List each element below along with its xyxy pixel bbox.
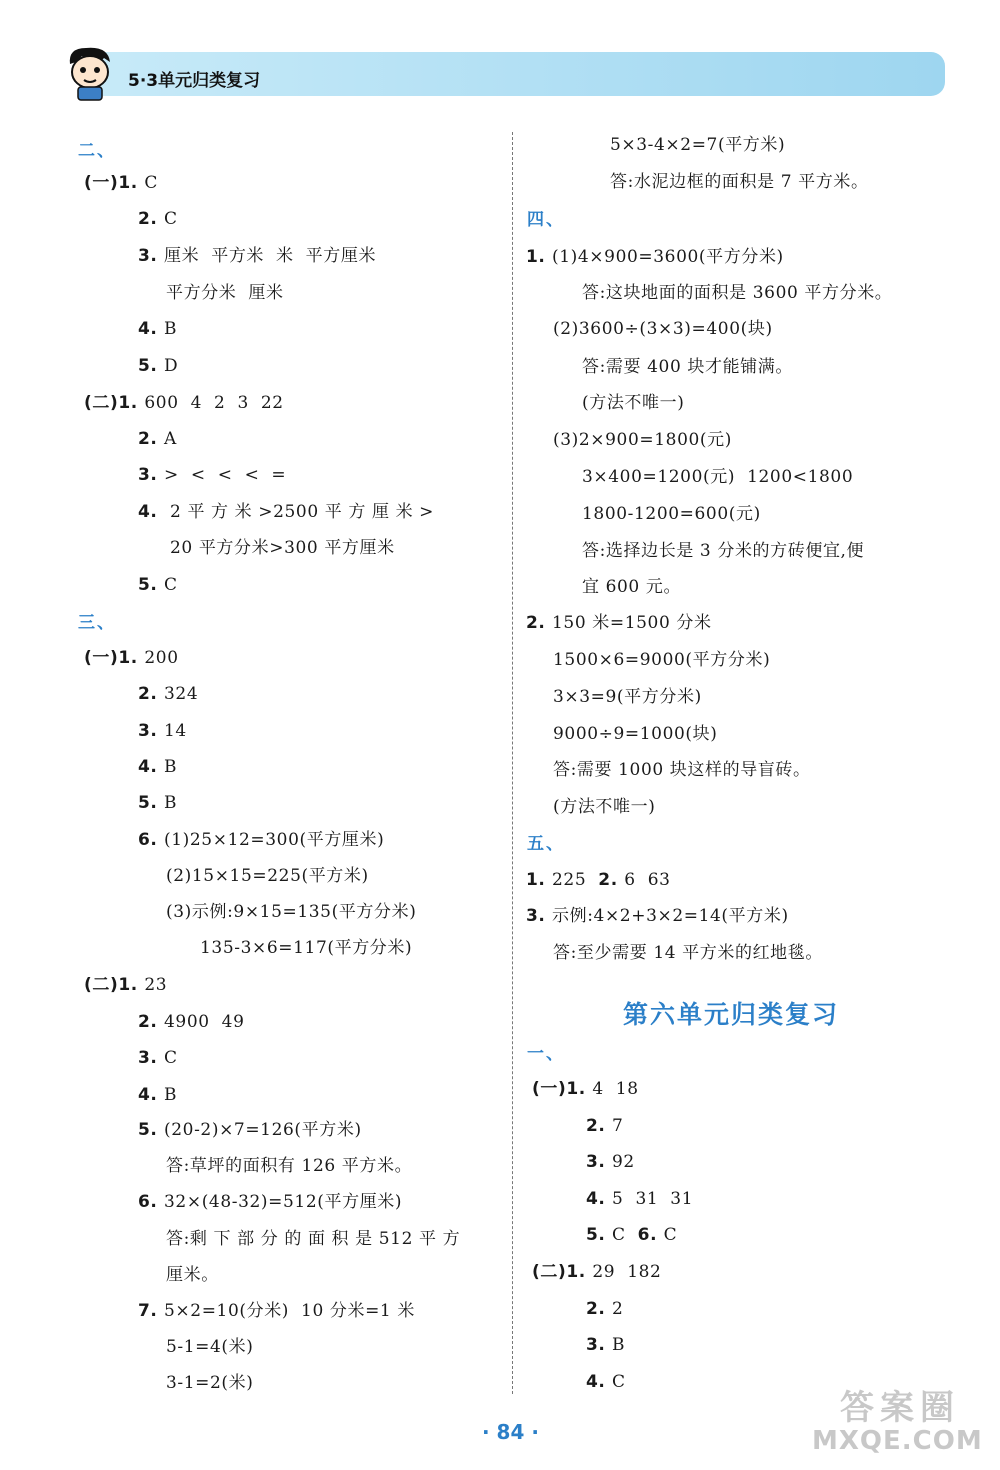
list-item (138, 428, 177, 450)
list-item (586, 1115, 623, 1137)
answer-continuation: 3-1=2(米) (166, 1373, 254, 1393)
item-number: 2. (138, 684, 165, 704)
answer-text: (20-2)×7=126(平方米) (164, 1120, 362, 1140)
section-heading: 五、 (527, 834, 565, 854)
answer-continuation: 5-1=4(米) (166, 1337, 254, 1357)
item-number: 1. (566, 1079, 593, 1099)
answer-continuation: 答:选择边长是 3 分米的方砖便宜,便 (582, 541, 865, 561)
answer-text: 324 (164, 684, 199, 704)
list-item (138, 501, 434, 523)
answer-continuation: 135-3×6=117(平方分米) (200, 938, 413, 958)
list-item (586, 1371, 626, 1393)
item-number: 6. (138, 1192, 165, 1212)
list-item (138, 829, 384, 851)
answer-text: 225 (552, 870, 599, 890)
answer-text: 150 米=1500 分米 (552, 613, 712, 633)
list-item (586, 1298, 623, 1320)
list-item (138, 355, 178, 377)
group-label: (二) (532, 1262, 567, 1282)
list-item (138, 1119, 362, 1141)
answer-continuation: 3×3=9(平方分米) (553, 687, 702, 707)
answer-text: C (164, 1048, 178, 1068)
answer-text: 6 63 (624, 870, 671, 890)
group-label: (二) (84, 975, 119, 995)
item-number: 5. (138, 575, 165, 595)
answer-text: C (144, 173, 158, 193)
item-number: 2. (526, 613, 553, 633)
answer-continuation: 3×400=1200(元) 1200<1800 (582, 467, 854, 487)
list-item (138, 1011, 245, 1033)
answer-text: 7 (612, 1116, 624, 1136)
item-number: 3. (138, 721, 165, 741)
list-item (138, 464, 286, 486)
answer-text: C (164, 575, 178, 595)
answer-text: A (164, 429, 177, 449)
item-number: 2. (586, 1116, 613, 1136)
answer-continuation: (3)2×900=1800(元) (553, 430, 732, 450)
answer-text: 200 (144, 648, 179, 668)
group-label: (一) (84, 648, 119, 668)
answer-continuation: 答:至少需要 14 平方米的红地毯。 (553, 943, 823, 963)
list-item (84, 172, 158, 194)
item-number: 3. (138, 465, 165, 485)
list-item (138, 1047, 178, 1069)
answer-text: B (612, 1335, 626, 1355)
item-number: 4. (138, 319, 165, 339)
answer-text: 厘米 平方米 米 平方厘米 (164, 246, 377, 266)
section-heading: 一、 (527, 1044, 565, 1064)
answer-continuation: (3)示例:9×15=135(平方分米) (166, 902, 417, 922)
answer-text: 14 (164, 721, 187, 741)
answer-continuation: (2)3600÷(3×3)=400(块) (553, 319, 773, 339)
answer-continuation: 厘米。 (166, 1265, 219, 1285)
answer-text: C (612, 1225, 638, 1245)
item-number: 2. (138, 1012, 165, 1032)
answer-text: C (663, 1225, 678, 1245)
answer-text: C (164, 209, 178, 229)
list-item (586, 1334, 625, 1356)
item-number: 1. (118, 975, 145, 995)
item-number: 4. (138, 757, 165, 777)
answer-text: 4 18 (592, 1079, 639, 1099)
item-number: 1. (566, 1262, 593, 1282)
list-item (138, 1300, 415, 1322)
item-number: 1. (526, 247, 553, 267)
answer-continuation: 9000÷9=1000(块) (553, 724, 718, 744)
list-item (526, 612, 712, 634)
list-item (526, 905, 789, 927)
answer-text: 5 31 31 (612, 1189, 694, 1209)
answer-text: 2 (612, 1299, 624, 1319)
page-number: · 84 · (482, 1420, 539, 1444)
answer-continuation: (2)15×15=225(平方米) (166, 866, 369, 886)
item-number: 3. (586, 1152, 613, 1172)
item-number: 5. (138, 793, 165, 813)
section-heading: 四、 (527, 210, 565, 230)
list-item (138, 720, 187, 742)
answer-text: 2 平 方 米 >2500 平 方 厘 米 > (164, 502, 435, 522)
item-number: 4. (586, 1189, 613, 1209)
answer-continuation: 20 平方分米>300 平方厘米 (170, 538, 395, 558)
mascot-icon (64, 44, 116, 102)
answer-text: 29 182 (592, 1262, 662, 1282)
group-label: (二) (84, 393, 119, 413)
list-item (138, 1191, 402, 1213)
list-item (138, 792, 177, 814)
item-number: 6. (637, 1225, 664, 1245)
list-item (84, 392, 284, 414)
item-number: 2. (138, 429, 165, 449)
answer-continuation: 答:需要 1000 块这样的导盲砖。 (553, 760, 811, 780)
item-number: 1. (118, 173, 145, 193)
item-number: 4. (138, 1085, 165, 1105)
answer-text: D (164, 356, 179, 376)
watermark-url: MXQE.COM (812, 1426, 983, 1456)
item-number: 2. (598, 870, 625, 890)
unit-title: 第六单元归类复习 (623, 1000, 840, 1029)
answer-text: 示例:4×2+3×2=14(平方米) (552, 906, 789, 926)
list-item (138, 245, 376, 267)
item-number: 1. (526, 870, 553, 890)
item-number: 3. (138, 246, 165, 266)
list-item (532, 1078, 639, 1100)
item-number: 2. (138, 209, 165, 229)
answer-continuation: 答:草坪的面积有 126 平方米。 (166, 1156, 413, 1176)
answer-text: 23 (144, 975, 168, 995)
answer-text: B (164, 1085, 178, 1105)
watermark (812, 1380, 992, 1464)
answer-text: 5×2=10(分米) 10 分米=1 米 (164, 1301, 415, 1321)
item-number: 3. (526, 906, 553, 926)
answer-text: 600 4 2 3 22 (144, 393, 284, 413)
list-item (84, 974, 167, 996)
list-item (586, 1151, 635, 1173)
section-heading: 二、 (78, 141, 116, 161)
header-title: 5·3单元归类复习 (128, 71, 261, 91)
answer-continuation: 1500×6=9000(平方分米) (553, 650, 771, 670)
answer-continuation: 答:剩 下 部 分 的 面 积 是 512 平 方 (166, 1229, 461, 1249)
item-number: 5. (138, 356, 165, 376)
answer-text: B (164, 757, 178, 777)
list-item (138, 318, 177, 340)
section-heading: 三、 (78, 613, 116, 633)
answer-text: B (164, 793, 178, 813)
item-number: 5. (586, 1225, 613, 1245)
answer-text: 92 (612, 1152, 635, 1172)
watermark-logo-text: 答案圈 (840, 1388, 960, 1428)
item-number: 7. (138, 1301, 165, 1321)
item-number: 1. (118, 648, 145, 668)
list-item (138, 756, 177, 778)
answer-text: (1)25×12=300(平方厘米) (164, 830, 385, 850)
answer-text: (1)4×900=3600(平方分米) (552, 247, 784, 267)
item-number: 2. (586, 1299, 613, 1319)
item-number: 4. (138, 502, 165, 522)
list-item (138, 683, 198, 705)
item-number: 3. (586, 1335, 613, 1355)
answer-continuation: 答:水泥边框的面积是 7 平方米。 (610, 172, 869, 192)
answer-continuation: 1800-1200=600(元) (582, 504, 761, 524)
list-item (84, 647, 179, 669)
answer-text: 32×(48-32)=512(平方厘米) (164, 1192, 403, 1212)
list-item (586, 1188, 693, 1210)
answer-continuation: 5×3-4×2=7(平方米) (610, 135, 786, 155)
item-number: 6. (138, 830, 165, 850)
item-number: 3. (138, 1048, 165, 1068)
answer-text: C (612, 1372, 626, 1392)
answer-continuation: 答:这块地面的面积是 3600 平方分米。 (582, 283, 893, 303)
answer-continuation: 平方分米 厘米 (166, 283, 284, 303)
answer-continuation: 宜 600 元。 (582, 577, 682, 597)
answer-text: > < < < = (164, 465, 287, 485)
group-label: (一) (84, 173, 119, 193)
answer-continuation: (方法不唯一) (553, 797, 656, 817)
list-item (138, 1084, 177, 1106)
list-item (532, 1261, 661, 1283)
group-label: (一) (532, 1079, 567, 1099)
answer-text: 4900 49 (164, 1012, 245, 1032)
answer-continuation: 答:需要 400 块才能铺满。 (582, 357, 793, 377)
item-number: 5. (138, 1120, 165, 1140)
list-item (586, 1224, 677, 1246)
answer-text: B (164, 319, 178, 339)
item-number: 4. (586, 1372, 613, 1392)
item-number: 1. (118, 393, 145, 413)
list-item (526, 246, 784, 268)
column-divider (512, 132, 513, 1394)
list-item (526, 869, 671, 891)
list-item (138, 208, 178, 230)
list-item (138, 574, 178, 596)
answer-continuation: (方法不唯一) (582, 393, 685, 413)
